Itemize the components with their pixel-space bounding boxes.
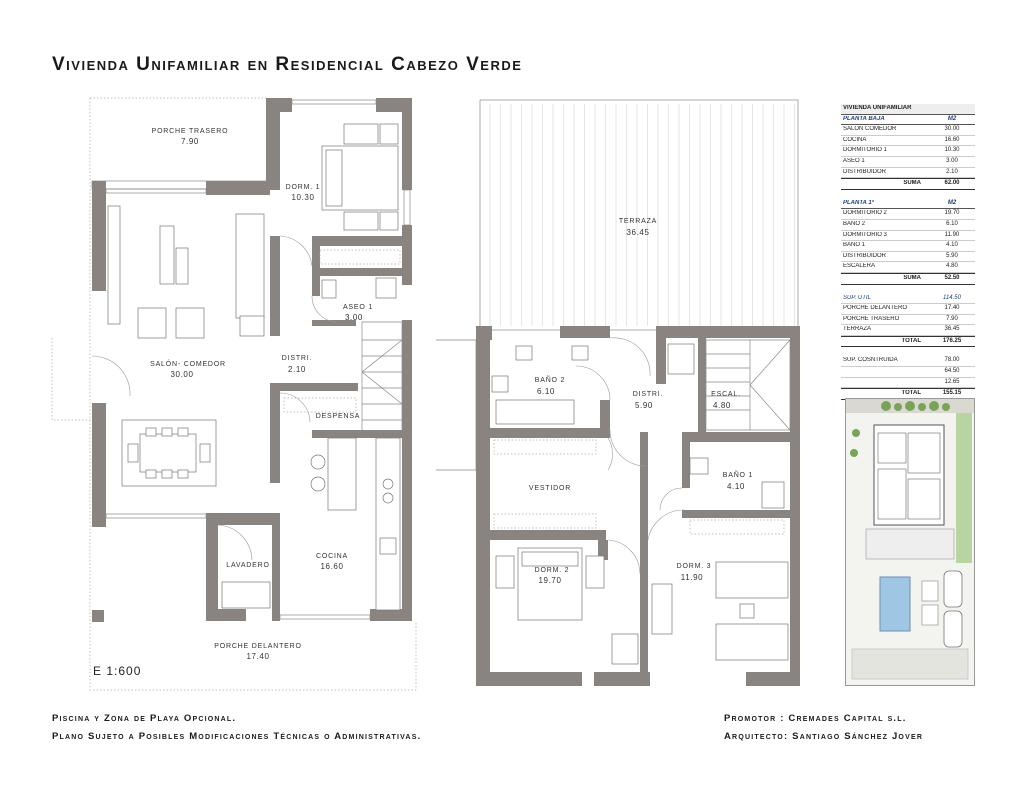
label-distri-p1: DISTRI. <box>632 391 664 398</box>
label-dorm2: DORM. 2 <box>534 567 570 574</box>
area-dorm2: 19.70 <box>538 576 562 585</box>
area-terraza: 36.45 <box>626 228 650 237</box>
section-planta-baja: PLANTA BAJA M2 <box>841 115 975 126</box>
label-dorm3: DORM. 3 <box>676 563 712 570</box>
table-row: SUP. COSNTRUIDA 78.00 <box>841 356 975 367</box>
table-row: TERRAZA 36.45 <box>841 325 975 336</box>
sum-planta-baja: SUMA 62.00 <box>841 178 975 190</box>
label-lavadero: LAVADERO <box>226 562 270 569</box>
footer-left-1: Piscina y Zona de Playa Opcional. <box>52 713 237 724</box>
label-bano2: BAÑO 2 <box>534 377 566 384</box>
total2-row: TOTAL 155.15 <box>841 388 975 400</box>
label-escal: ESCAL. <box>711 391 741 398</box>
area-dorm1: 10.30 <box>291 193 315 202</box>
label-distri-pb: DISTRI. <box>281 355 313 362</box>
label-despensa: DESPENSA <box>315 413 361 420</box>
area-porche-delantero: 17.40 <box>246 652 270 661</box>
area-table <box>841 104 975 400</box>
label-terraza: TERRAZA <box>618 218 658 225</box>
table-row: 64.50 <box>841 367 975 378</box>
area-cocina: 16.60 <box>320 562 344 571</box>
table-row: DORMITORIO 3 11.90 <box>841 231 975 242</box>
label-porche-trasero: PORCHE TRASERO <box>151 128 229 135</box>
table-row: ASEO 1 3.00 <box>841 157 975 168</box>
area-distri-pb: 2.10 <box>288 365 306 374</box>
area-salon: 30.00 <box>170 370 194 379</box>
area-porche-trasero: 7.90 <box>181 137 199 146</box>
first-floor-plan <box>436 100 800 686</box>
table-row: COCINA 16.60 <box>841 136 975 147</box>
ground-floor-plan <box>52 98 416 690</box>
section-planta-1: PLANTA 1ª M2 <box>841 199 975 210</box>
label-bano1: BAÑO 1 <box>722 472 754 479</box>
table-row: DORMITORIO 2 19.70 <box>841 209 975 220</box>
label-vestidor: VESTIDOR <box>528 485 572 492</box>
table-row: DORMITORIO 1 10.30 <box>841 146 975 157</box>
area-dorm3: 11.90 <box>680 573 704 582</box>
label-salon: SALÓN- COMEDOR <box>150 361 226 368</box>
table-row: PORCHE DELANTERO 17.40 <box>841 304 975 315</box>
table-header: VIVIENDA UNIFAMILIAR <box>841 104 975 115</box>
table-row: 12.65 <box>841 378 975 389</box>
table-row: BAÑO 2 6.10 <box>841 220 975 231</box>
footer-right-2: Arquitecto: Santiago Sánchez Jover <box>724 731 924 742</box>
table-row: DISTRIBUIDOR 5.90 <box>841 252 975 263</box>
area-aseo1: 3.00 <box>345 313 363 322</box>
site-plan-thumbnail <box>845 398 975 686</box>
label-cocina: COCINA <box>315 553 349 560</box>
label-aseo1: ASEO 1 <box>342 304 374 311</box>
table-row: SALÓN COMEDOR 30.00 <box>841 125 975 136</box>
area-bano1: 4.10 <box>727 482 745 491</box>
label-porche-delantero: PORCHE DELANTERO <box>214 643 302 650</box>
table-row: ESCALERA 4.80 <box>841 262 975 273</box>
total1-row: TOTAL 176.25 <box>841 336 975 348</box>
table-row: BAÑO 1 4.10 <box>841 241 975 252</box>
footer-right-1: Promotor : Cremades Capital s.l. <box>724 713 907 724</box>
table-row: PORCHE TRASERO 7.90 <box>841 315 975 326</box>
footer-left-2: Plano Sujeto a Posibles Modificaciones Técnicas o Administrativas. <box>52 731 422 742</box>
sup-util-row: SUP. ÚTIL 114.50 <box>841 294 975 305</box>
sum-planta-1: SUMA 52.50 <box>841 273 975 285</box>
area-distri-p1: 5.90 <box>635 401 653 410</box>
label-dorm1: DORM. 1 <box>285 184 321 191</box>
area-bano2: 6.10 <box>537 387 555 396</box>
table-row: DISTRIBUIDOR 2.10 <box>841 168 975 179</box>
scale-label: E 1:600 <box>93 664 142 678</box>
plan-title: Vivienda Unifamiliar en Residencial Cabezo Verde <box>52 54 523 75</box>
area-escal: 4.80 <box>713 401 731 410</box>
